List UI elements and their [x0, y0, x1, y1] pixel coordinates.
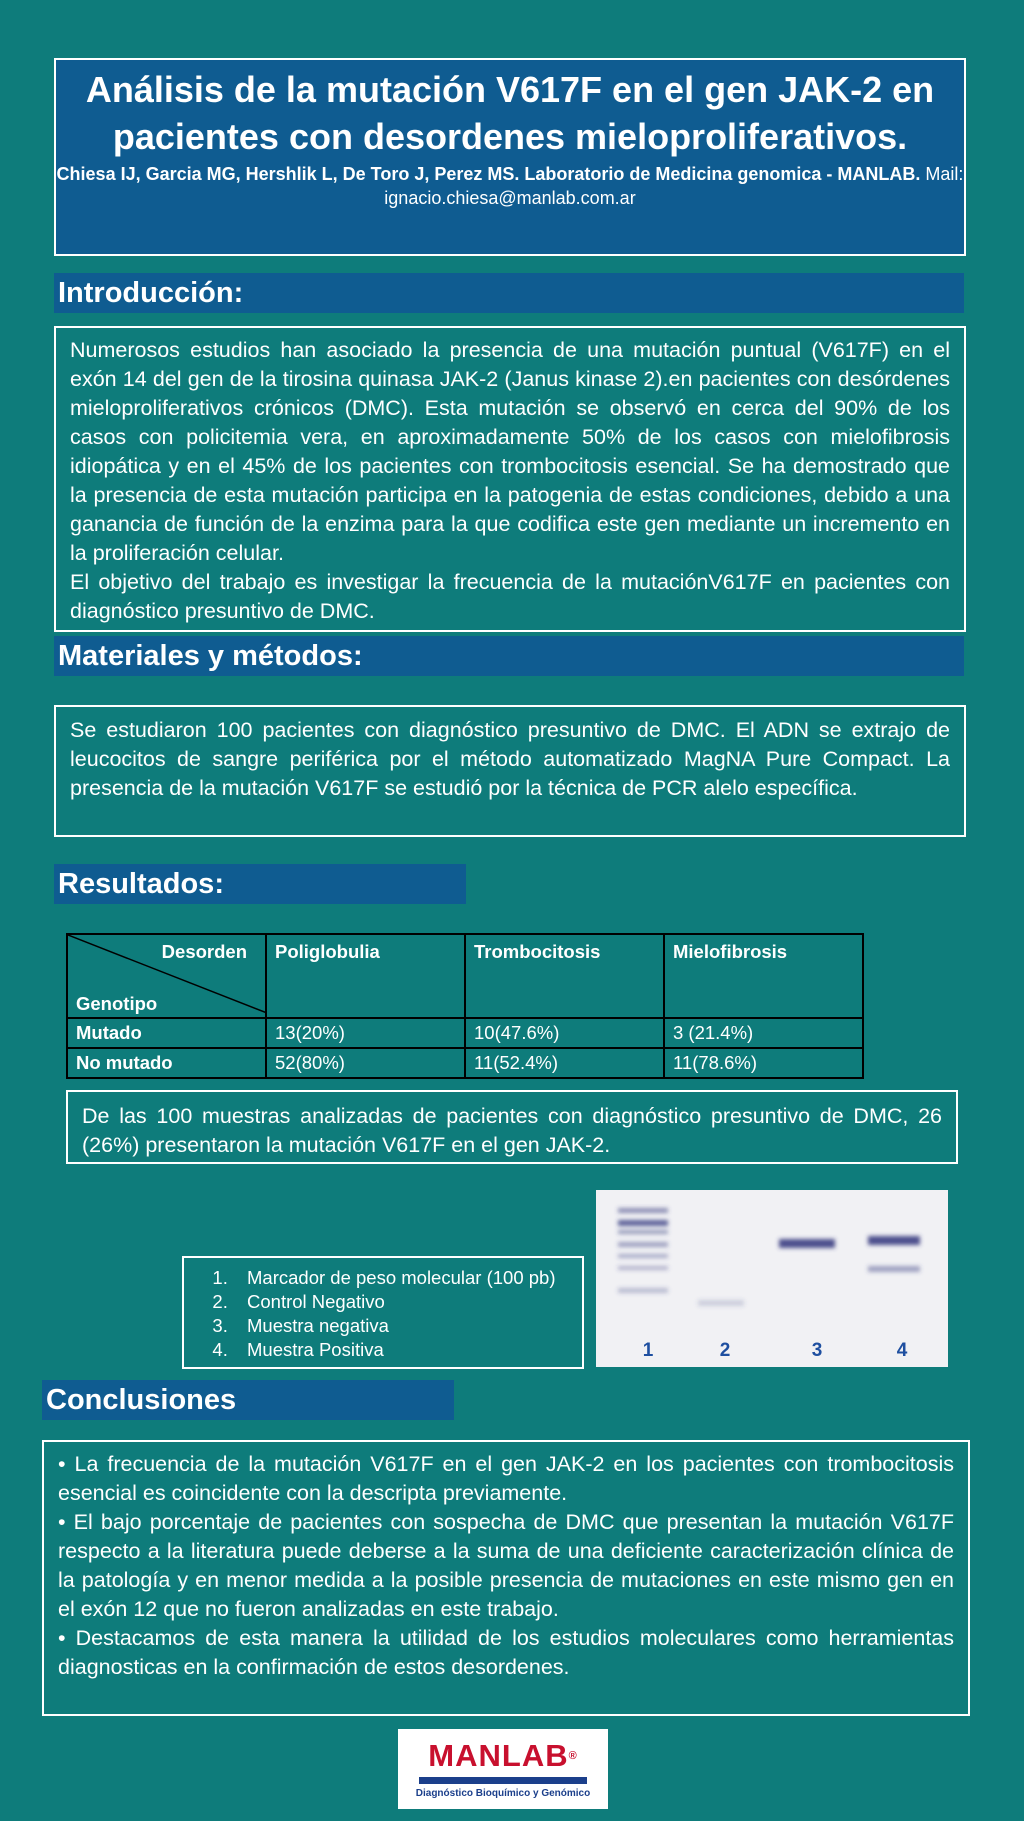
introduction-text: Numerosos estudios han asociado la presencia de una mutación puntual (V617F) en el exón 14 del gen de la tirosina quinasa JAK-2 (Janus kinase 2).en pacientes con desórdenes mieloproliferativos crónicos (DMC). Esta mutación se observó en cerca del 90% de los casos con policitemia vera, en aproximadamente 50% de los casos con mielofibrosis idiopática y en el 45% de los pacientes con trombocitosis esencial. Se ha demostrado que la presencia de esta mutación participa en la patogenia de estas condiciones, debido a una ganancia de función de la enzima para la que codifica este gen mediante un incremento en la proliferación celular. — [70, 338, 950, 565]
legend-item: 1. Marcador de peso molecular (100 pb) — [233, 1266, 582, 1290]
lane-label: 3 — [811, 1340, 823, 1361]
row-label: No mutado — [67, 1048, 266, 1078]
authors-line — [56, 162, 964, 210]
column-header: Trombocitosis — [465, 934, 664, 1018]
column-header: Poliglobulia — [266, 934, 465, 1018]
conclusion-item: • La frecuencia de la mutación V617F en el gen JAK-2 en los pacientes con trombocitosis esencial es coincidente con la descripta previamente. — [58, 1452, 954, 1505]
contact-mail: Mail: ignacio.chiesa@manlab.com.ar — [384, 164, 964, 208]
table-cell: 13(20%) — [266, 1018, 465, 1048]
lane-label: 4 — [896, 1340, 908, 1361]
results-heading: Resultados: — [54, 864, 466, 904]
logo-tagline: Diagnóstico Bioquímico y Genómico — [415, 1788, 591, 1799]
table-row — [67, 1018, 863, 1048]
introduction-box — [54, 326, 966, 632]
gel-legend — [182, 1256, 584, 1369]
legend-item: 4. Muestra Positiva — [233, 1338, 582, 1362]
manlab-logo — [398, 1729, 608, 1809]
title-block — [54, 58, 966, 256]
results-table — [66, 933, 864, 1079]
table-cell: 11(78.6%) — [664, 1048, 863, 1078]
methods-text: Se estudiaron 100 pacientes con diagnóstico presuntivo de DMC. El ADN se extrajo de leucocitos de sangre periférica por el método automatizado MagNA Pure Compact. La presencia de la mutación V617F se estudió por la técnica de PCR alelo específica. — [70, 718, 950, 800]
methods-heading: Materiales y métodos: — [54, 636, 964, 676]
table-cell: 3 (21.4%) — [664, 1018, 863, 1048]
lane-label: 1 — [642, 1340, 654, 1361]
logo-bar — [419, 1777, 587, 1784]
lane-label: 2 — [719, 1340, 731, 1361]
conclusion-item: • El bajo porcentaje de pacientes con sospecha de DMC que presentan la mutación V617F respecto a la literatura puede deberse a la suma de una deficiente caracterización clínica de la patología y en menor medida a la posible presencia de mutaciones en este mismo gen en el exón 12 que no fueron analizadas en este trabajo. — [58, 1510, 954, 1621]
conclusion-item: • Destacamos de esta manera la utilidad de los estudios moleculares como herramientas diagnosticas en la confirmación de estos desordenes. — [58, 1626, 954, 1679]
introduction-objective: El objetivo del trabajo es investigar la frecuencia de la mutaciónV617F en pacientes con diagnóstico presuntivo de DMC. — [70, 570, 950, 623]
table-cell: 11(52.4%) — [465, 1048, 664, 1078]
authors: Chiesa IJ, Garcia MG, Hershlik L, De Toro J, Perez MS. Laboratorio de Medicina genomica - MANLAB. — [56, 164, 921, 184]
conclusions-box — [42, 1440, 970, 1716]
legend-item: 3. Muestra negativa — [233, 1314, 582, 1338]
poster-title: Análisis de la mutación V617F en el gen JAK-2 en pacientes con desordenes mieloproliferativos. — [85, 69, 935, 157]
results-summary: De las 100 muestras analizadas de pacientes con diagnóstico presuntivo de DMC, 26 (26%) presentaron la mutación V617F en el gen JAK-2. — [82, 1104, 942, 1157]
legend-item: 2. Control Negativo — [233, 1290, 582, 1314]
column-header: Mielofibrosis — [664, 934, 863, 1018]
corner-label-desorden: Desorden — [161, 941, 247, 962]
table-header-row — [67, 934, 863, 1018]
logo-wordmark — [398, 1739, 608, 1773]
corner-label-genotipo: Genotipo — [76, 993, 158, 1014]
table-cell: 10(47.6%) — [465, 1018, 664, 1048]
gel-electrophoresis-image — [596, 1190, 948, 1367]
conclusions-heading: Conclusiones — [42, 1380, 454, 1420]
table-row — [67, 1048, 863, 1078]
results-summary-box — [66, 1090, 958, 1164]
registered-mark: ® — [568, 1750, 578, 1762]
logo-name: MANLAB — [428, 1738, 569, 1773]
introduction-heading: Introducción: — [54, 273, 964, 313]
table-corner-cell — [67, 934, 266, 1018]
methods-box — [54, 705, 966, 837]
table-cell: 52(80%) — [266, 1048, 465, 1078]
row-label: Mutado — [67, 1018, 266, 1048]
